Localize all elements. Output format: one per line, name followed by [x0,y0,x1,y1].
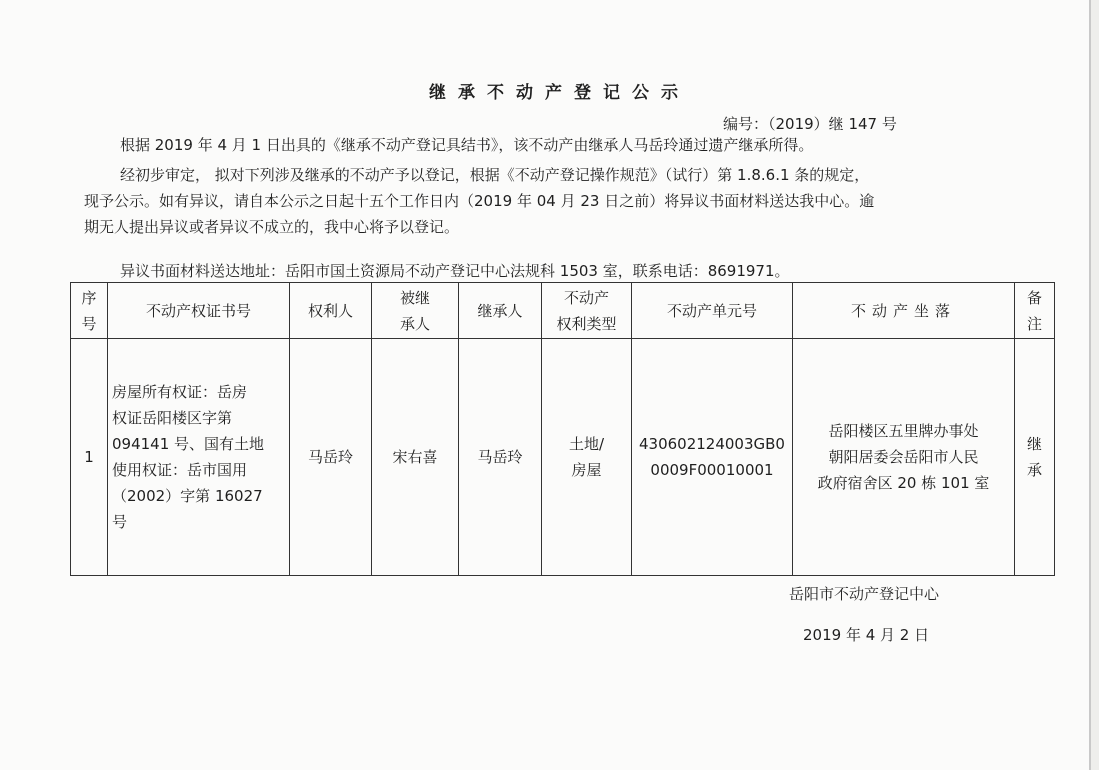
document-title: 继承不动产登记公示 [429,83,690,103]
paragraph-review-line3: 期无人提出异议或者异议不成立的，我中心将予以登记。 [84,218,460,236]
header-deceased: 被继 承人 [372,283,459,339]
cell-unit-no: 430602124003GB0 0009F00010001 [632,339,793,576]
paragraph-objection-address: 异议书面材料送达地址：岳阳市国土资源局不动产登记中心法规科 1503 室，联系电话：8691971。 [120,262,790,280]
header-heir: 继承人 [459,283,542,339]
table-row [71,339,1055,576]
scan-edge-line [1089,0,1091,770]
document-number: 编号：（2019）继 147 号 [723,115,897,133]
scan-margin [1091,0,1099,770]
cell-seq: 1 [71,339,108,576]
registration-table [70,282,1055,576]
cell-right-type: 土地/ 房屋 [542,339,632,576]
issuing-organization: 岳阳市不动产登记中心 [789,585,940,603]
header-right-type: 不动产 权利类型 [542,283,632,339]
cell-location: 岳阳楼区五里牌办事处 朝阳居委会岳阳市人民 政府宿舍区 20 栋 101 室 [793,339,1015,576]
header-cert-no: 不动产权证书号 [108,283,290,339]
header-remark: 备 注 [1015,283,1055,339]
header-seq: 序 号 [71,283,108,339]
cell-heir: 马岳玲 [459,339,542,576]
cell-deceased: 宋右喜 [372,339,459,576]
header-location: 不动产坐落 [793,283,1015,339]
paragraph-basis: 根据 2019 年 4 月 1 日出具的《继承不动产登记具结书》，该不动产由继承人马岳玲通过遗产继承所得。 [120,136,814,154]
paragraph-review-line1: 经初步审定， 拟对下列涉及继承的不动产予以登记，根据《不动产登记操作规范》（试行）第 1.8.6.1 条的规定， [120,166,870,184]
issue-date: 2019 年 4 月 2 日 [803,626,930,644]
header-unit-no: 不动产单元号 [632,283,793,339]
cell-cert-no: 房屋所有权证：岳房 权证岳阳楼区字第 094141 号、国有土地 使用权证：岳市国用 （2002）字第 16027 号 [108,339,290,576]
table-header-row [71,283,1055,339]
cell-remark: 继 承 [1015,339,1055,576]
header-owner: 权利人 [290,283,372,339]
cell-owner: 马岳玲 [290,339,372,576]
paragraph-review-line2: 现予公示。如有异议，请自本公示之日起十五个工作日内（2019 年 04 月 23 日之前）将异议书面材料送达我中心。逾 [84,192,875,210]
